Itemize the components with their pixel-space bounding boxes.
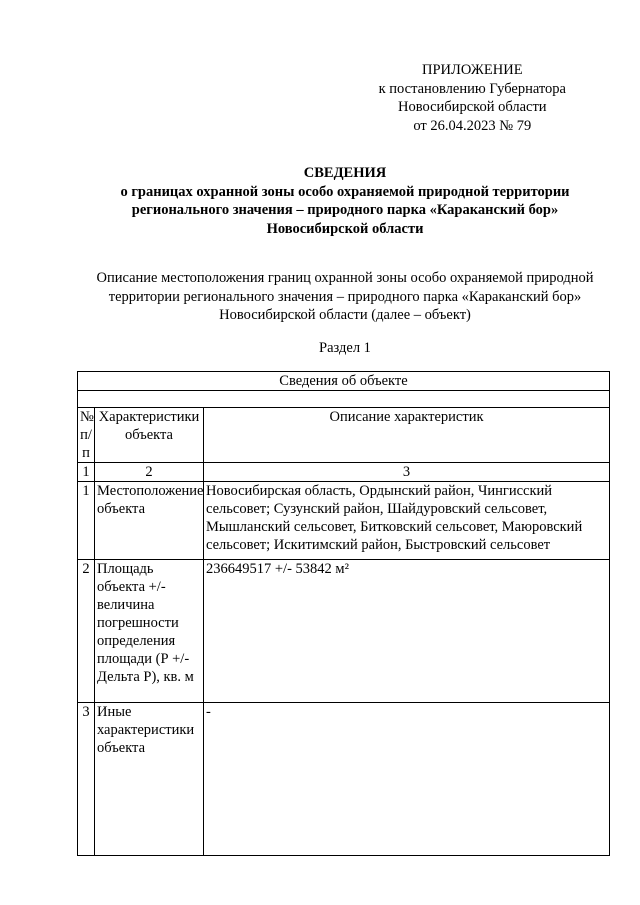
row-number: 1 [78, 482, 95, 560]
description-line-2: территории регионального значения – природного парка «Караканский бор» [108, 288, 582, 305]
column-number: 2 [95, 463, 204, 482]
row-number: 2 [78, 560, 95, 703]
section-heading: Раздел 1 [319, 340, 371, 356]
description-line-3: Новосибирской области (далее – объект) [219, 307, 471, 323]
row-characteristic: Иные характеристики объекта [95, 703, 204, 856]
table-column-number-row [78, 463, 610, 482]
header-description: Описание характеристик [204, 408, 610, 463]
row-number: 3 [78, 703, 95, 856]
table-header-row [78, 408, 610, 463]
table-row [78, 482, 610, 560]
table-row [78, 560, 610, 703]
title-line-1: СВЕДЕНИЯ [303, 165, 387, 181]
description-line-1: Описание местоположения границ охранной зоны особо охраняемой природной [96, 270, 594, 286]
object-info-table [77, 371, 610, 856]
appendix-decree: к постановлению Губернатора [378, 80, 566, 97]
row-description: Новосибирская область, Ордынский район, Чингисский сельсовет; Сузунский район, Шайдуровский сельсовет, Мышланский сельсовет, Битковский сельсовет, Маюровский сельсовет; Искитимский район, Быстровский сельсовет [204, 482, 610, 560]
document-title [40, 164, 640, 238]
title-line-4: Новосибирской области [266, 220, 424, 237]
document-description [40, 269, 640, 325]
row-description: - [204, 703, 610, 856]
header-characteristic: Характеристики объекта [95, 408, 204, 463]
table-caption-row [78, 372, 610, 391]
appendix-label: ПРИЛОЖЕНИЕ [421, 62, 523, 78]
row-characteristic: Местоположение объекта [95, 482, 204, 560]
column-number: 1 [78, 463, 95, 482]
table-blank-row [78, 391, 610, 408]
header-num: № п/п [78, 408, 95, 463]
column-number: 3 [204, 463, 610, 482]
title-line-3: регионального значения – природного парка «Караканский бор» [131, 202, 559, 218]
title-line-2: о границах охранной зоны особо охраняемой природной территории [120, 183, 570, 200]
table-caption: Сведения об объекте [78, 372, 610, 391]
row-characteristic: Площадь объекта +/- величина погрешности определения площади (Р +/- Дельта Р), кв. м [95, 560, 204, 703]
row-description: 236649517 +/- 53842 м² [204, 560, 610, 703]
table-blank-cell [78, 391, 610, 408]
appendix-date-number: от 26.04.2023 № 79 [413, 117, 532, 134]
table-row [78, 703, 610, 856]
appendix-header [379, 61, 566, 135]
appendix-region: Новосибирской области [398, 99, 547, 115]
